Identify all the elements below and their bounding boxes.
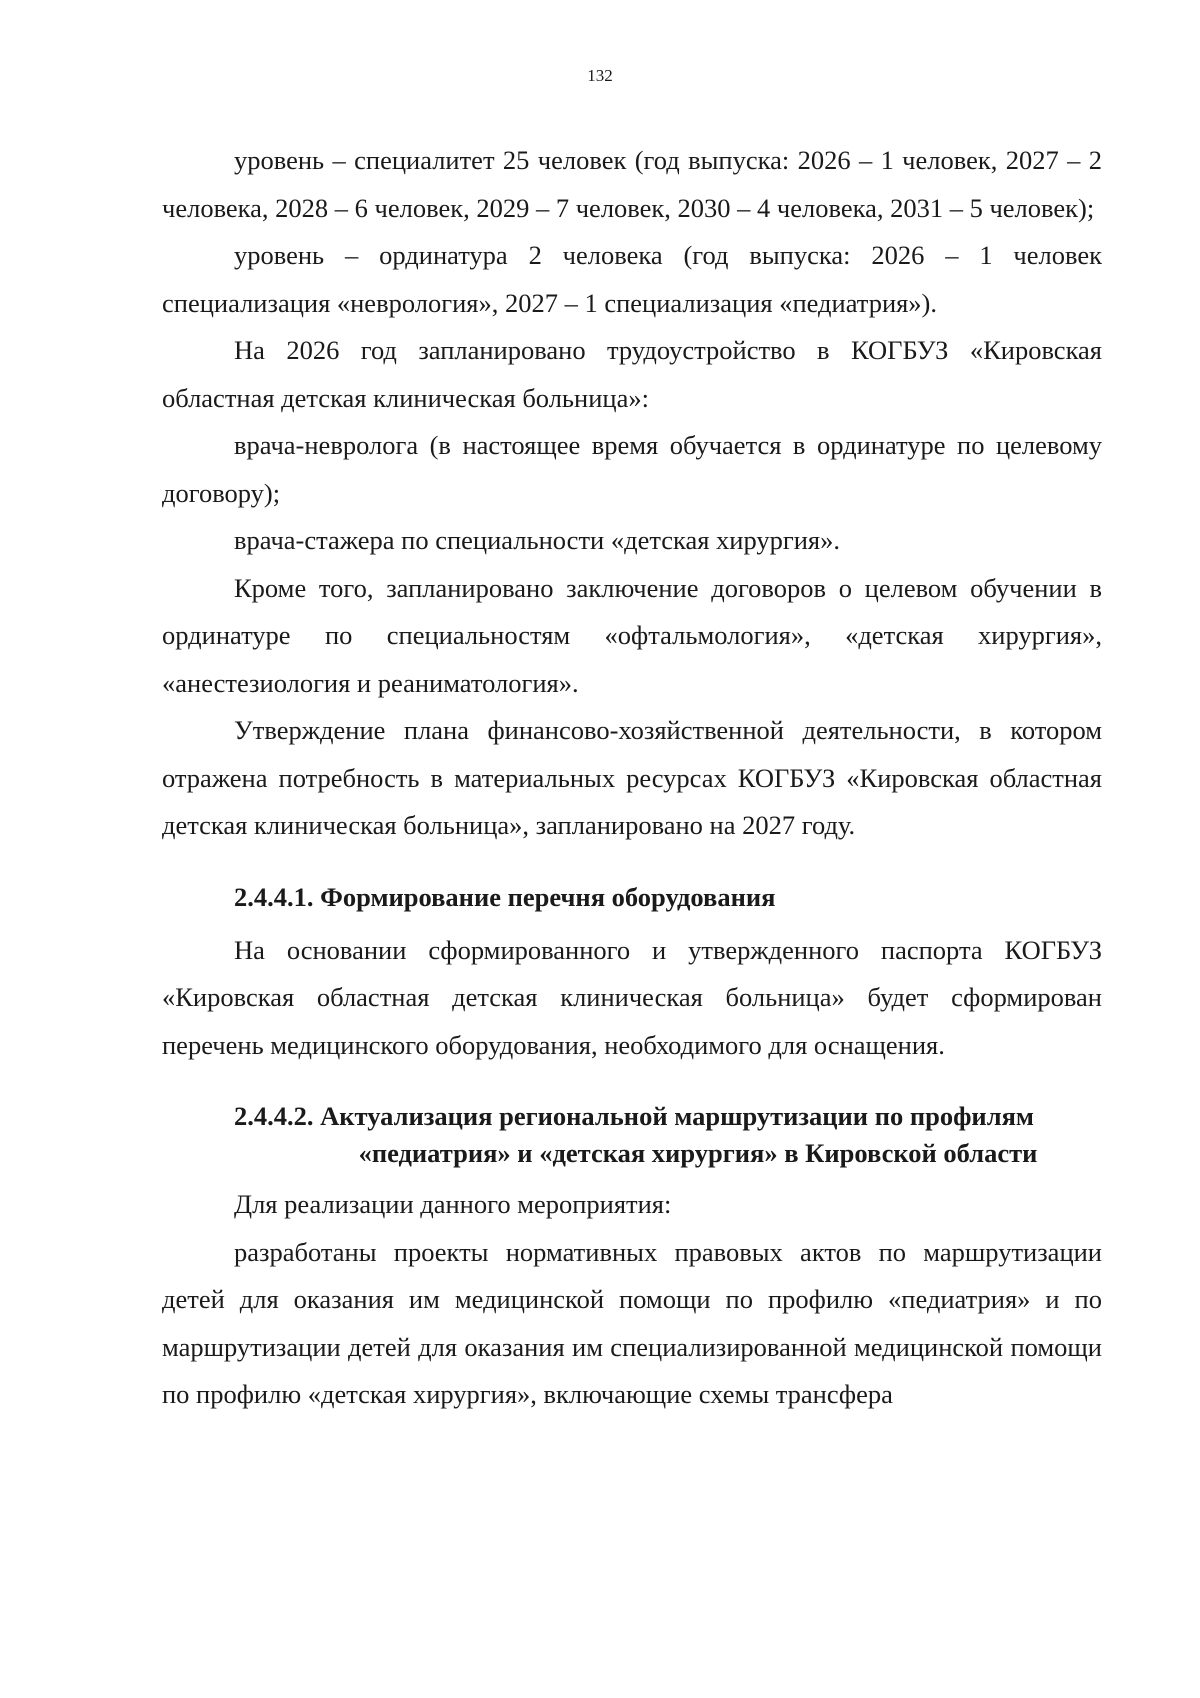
- section-heading-routing-line2: «педиатрия» и «детская хирургия» в Кировской области: [358, 1138, 1038, 1168]
- paragraph-routing-acts: разработаны проекты нормативных правовых актов по маршрутизации детей для оказания им медицинской помощи по профилю «педиатрия» и по маршрутизации детей для оказания им специализированной медицинской помощи по профилю «детская хирургия», включающие схемы трансфера: [162, 1236, 1102, 1409]
- paragraph-intern-surgeon: врача-стажера по специальности «детская хирургия».: [234, 525, 840, 555]
- document-body: [162, 137, 1102, 1419]
- page-number: 132: [587, 66, 613, 85]
- section-heading-routing-line1: 2.4.4.2. Актуализация региональной маршрутизации по профилям: [234, 1101, 1034, 1131]
- paragraph-employment-plan: На 2026 год запланировано трудоустройство в КОГБУЗ «Кировская областная детская клиническая больница»:: [162, 335, 1102, 413]
- section-heading-equipment-list: 2.4.4.1. Формирование перечня оборудования: [234, 881, 776, 912]
- paragraph-equipment-list: На основании сформированного и утвержденного паспорта КОГБУЗ «Кировская областная детская клиническая больница» будет сформирован перечень медицинского оборудования, необходимого для оснащения.: [162, 934, 1102, 1060]
- paragraph-ordinatura: уровень – ординатура 2 человека (год выпуска: 2026 – 1 человек специализация «неврология», 2027 – 1 специализация «педиатрия»).: [162, 240, 1102, 318]
- section-heading-routing: [162, 1098, 1102, 1172]
- paragraph-financial-plan: Утверждение плана финансово-хозяйственной деятельности, в котором отражена потребность в материальных ресурсах КОГБУЗ «Кировская областная детская клиническая больница», запланировано на 2027 году.: [162, 715, 1102, 840]
- paragraph-specialitet: уровень – специалитет 25 человек (год выпуска: 2026 – 1 человек, 2027 – 2 человека, 2028 – 6 человек, 2029 – 7 человек, 2030 – 4 человека, 2031 – 5 человек);: [162, 145, 1102, 223]
- paragraph-routing-intro: Для реализации данного мероприятия:: [234, 1189, 672, 1219]
- paragraph-neurologist: врача-невролога (в настоящее время обучается в ординатуре по целевому договору);: [162, 430, 1102, 508]
- paragraph-target-training: Кроме того, запланировано заключение договоров о целевом обучении в ординатуре по специальностям «офтальмология», «детская хирургия», «анестезиология и реаниматология».: [162, 572, 1102, 698]
